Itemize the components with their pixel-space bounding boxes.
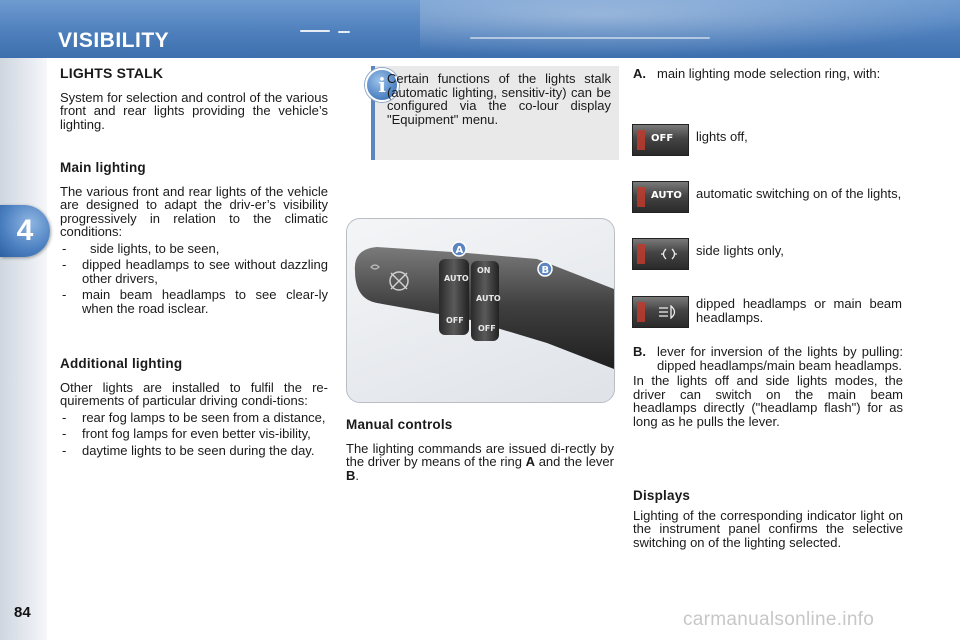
mode-text: dipped headlamps or main beam headlamps.: [696, 296, 902, 325]
mode-row-side-lights: [632, 238, 902, 270]
lever-b-text: lever for inversion of the lights by pulling: dipped headlamps/main beam headlamps.: [657, 344, 903, 373]
mode-thumb-label: AUTO: [651, 190, 682, 201]
additional-lighting-list: [60, 411, 328, 458]
mode-text: automatic switching on of the lights,: [696, 186, 902, 201]
list-item: - front fog lamps for even better vis-ibility,: [60, 427, 328, 441]
ring-a-ref: A: [525, 454, 536, 469]
lever-b-section: [633, 345, 903, 438]
manual-controls-text-end: .: [355, 467, 360, 483]
mode-row-headlamps: [632, 296, 902, 328]
auto-lighting-icon: [632, 181, 689, 213]
lever-b-ref: B: [346, 467, 356, 483]
page-number: 84: [14, 604, 31, 621]
info-text: Certain functions of the lights stalk (automatic lighting, sensitiv-ity) can be configured via the co-lour display "Equipment" menu.: [387, 71, 611, 127]
ring-a-key: A.: [633, 66, 646, 81]
callout-a-label: A: [455, 245, 464, 256]
lights-stalk-illustration: [346, 218, 615, 403]
ring-a-row: [633, 67, 903, 81]
main-lighting-heading: Main lighting: [60, 160, 146, 175]
lights-stalk-heading: LIGHTS STALK: [60, 65, 164, 81]
main-lighting-text: The various front and rear lights of the vehicle are designed to adapt the driv-er’s visibility progressively in relation to the climatic conditions:: [60, 183, 328, 239]
stalk-label: OFF: [478, 324, 496, 333]
lights-stalk-drawing: [347, 219, 614, 402]
knob-marker: [637, 302, 645, 322]
mode-row-auto: [632, 181, 902, 213]
knob-marker: [637, 187, 645, 207]
watermark: carmanualsonline.info: [683, 609, 875, 630]
header-streak: [338, 31, 350, 33]
lights-off-icon: [632, 124, 689, 156]
side-lights-icon: [632, 238, 689, 270]
header-shine: [420, 0, 960, 58]
mode-row-off: [632, 124, 902, 156]
lights-stalk-text: System for selection and control of the various front and rear lights providing the vehicle’s lighting.: [60, 89, 328, 132]
side-lights-symbol: [659, 247, 679, 261]
header-streak: [470, 37, 710, 39]
list-item: - side lights, to be seen,: [60, 242, 328, 256]
manual-controls-text-middle: and the lever: [535, 454, 614, 469]
main-lighting-list: [60, 242, 328, 316]
additional-lighting-text: Other lights are installed to fulfil the re-quirements of particular driving condi-tions:: [60, 379, 328, 408]
callout-b-label: B: [541, 265, 550, 276]
ring-a-description: [633, 67, 903, 81]
left-margin-bar: [0, 58, 47, 640]
displays-heading: Displays: [633, 488, 691, 503]
displays-text: Lighting of the corresponding indicator light on the instrument panel confirms the selective switching on of the lighting selected.: [633, 507, 903, 550]
mode-text: side lights only,: [696, 243, 784, 258]
mode-text: lights off,: [696, 129, 748, 144]
list-item: - dipped headlamps to see without dazzling other drivers,: [60, 258, 328, 285]
lever-b-row: [633, 345, 903, 372]
knob-marker: [637, 244, 645, 264]
info-icon: i: [365, 68, 399, 102]
headlamps-icon: [632, 296, 689, 328]
manual-controls-text: [346, 442, 614, 483]
lever-b-key: B.: [633, 344, 646, 359]
list-item: - daytime lights to be seen during the day.: [60, 444, 328, 458]
info-box: [371, 66, 619, 160]
knob-marker: [637, 130, 645, 150]
list-item: - rear fog lamps to be seen from a distance,: [60, 411, 328, 425]
stalk-label: ON: [477, 266, 491, 275]
additional-lighting-heading: Additional lighting: [60, 356, 183, 371]
manual-controls-text-start: The lighting commands are issued di-rectly by the driver by means of the ring: [346, 440, 614, 469]
list-item: - main beam headlamps to see clear-ly when the road isclear.: [60, 288, 328, 315]
stalk-label: AUTO: [444, 274, 469, 283]
page-header: [0, 0, 960, 58]
mode-thumb-label: OFF: [651, 133, 674, 144]
headlamp-flash-text: In the lights off and side lights modes, the driver can switch on the main beam headlamps directly ("headlamp flash") for as long as he pulls the lever.: [633, 373, 903, 429]
chapter-tab: 4: [0, 205, 50, 257]
stalk-label: OFF: [446, 316, 464, 325]
stalk-label: AUTO: [476, 294, 501, 303]
manual-controls-heading: Manual controls: [346, 417, 453, 432]
displays-section: [633, 489, 903, 559]
page-title: VISIBILITY: [58, 29, 170, 52]
ring-a-text: main lighting mode selection ring, with:: [657, 66, 881, 81]
manual-controls-section: [346, 418, 614, 492]
header-streak: [300, 30, 330, 32]
headlamps-symbol: [657, 305, 681, 319]
left-column: [60, 67, 328, 460]
